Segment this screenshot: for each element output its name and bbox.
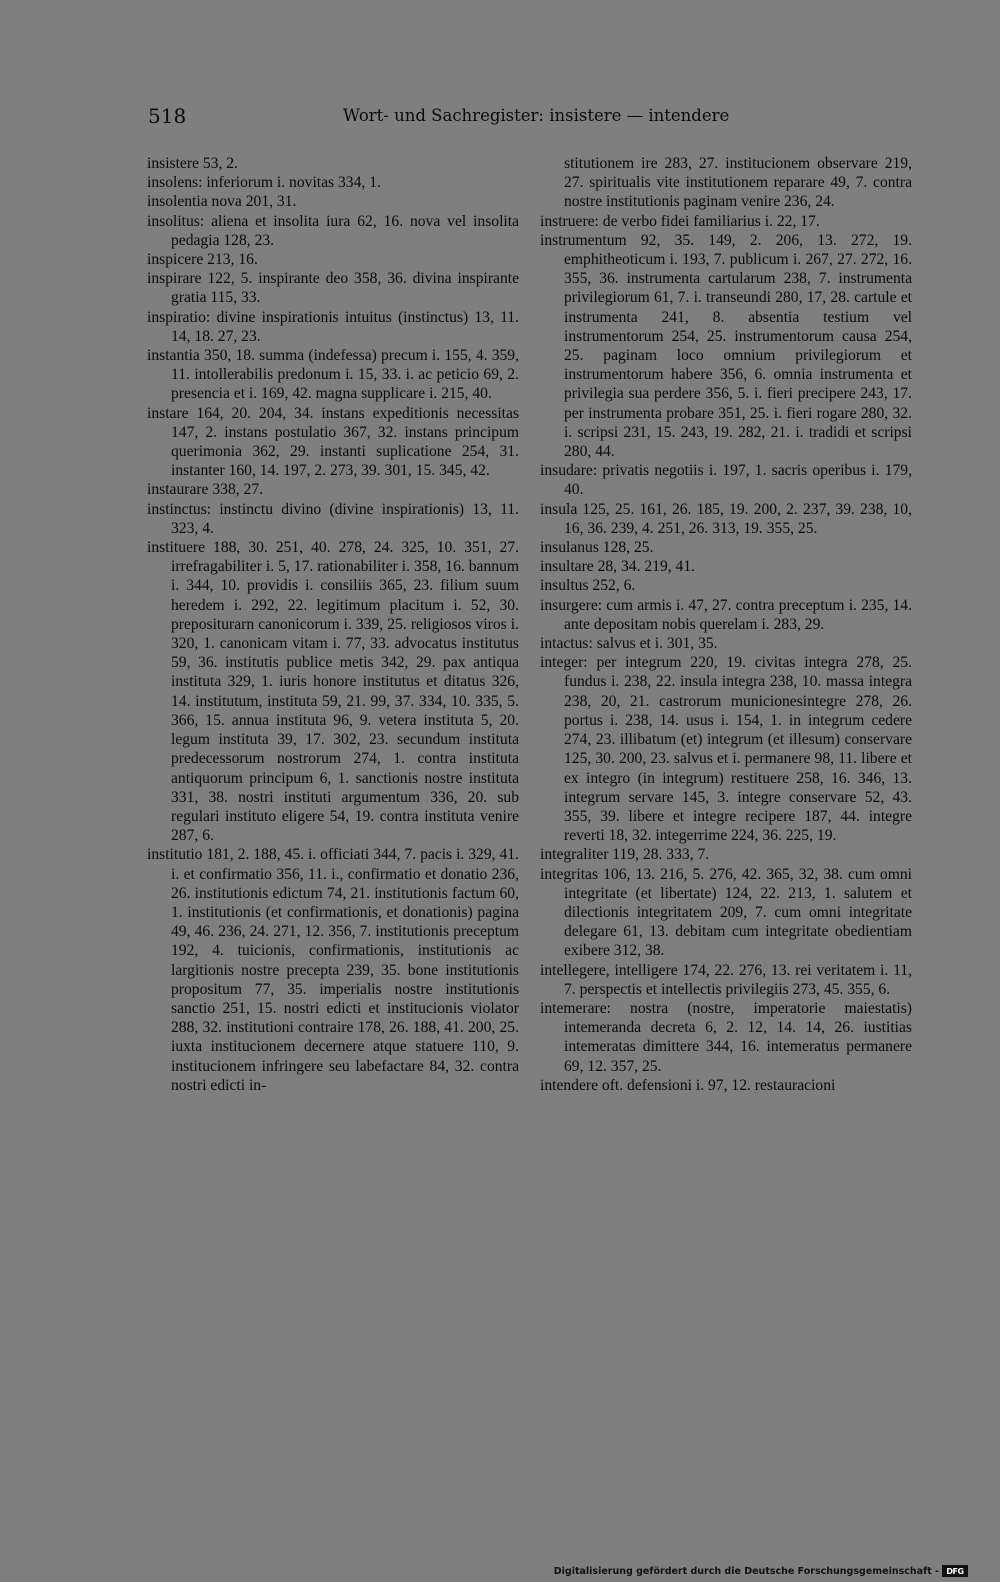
index-entry: insolitus: aliena et insolita iura 62, 16. nova vel insolita pedagia 128, 23. <box>147 212 519 249</box>
page-header <box>148 104 730 134</box>
index-entry: intendere oft. defensioni i. 97, 12. restauracioni <box>540 1076 836 1094</box>
index-entry: insulanus 128, 25. <box>540 539 654 557</box>
index-entry: integer: per integrum 220, 19. civitas integra 278, 25. fundus i. 238, 22. insula integra 238, 10. massa integra 238, 20, 21. castrorum municionesintegre 278, 26. portus i. 238, 14. usus i. 154, 1. in integrum cedere 274, 23. illibatum (et) integrum (et illesum) conservare 125, 30. 200, 23. salvus et i. permanere 98, 11. libere et ex integro (in integrum) restituere 258, 16. 346, 13. integrum servare 145, 3. integre conservare 52, 43. 355, 39. libere et integre recipere 187, 44. integre reverti 18, 32. integerrime 224, 36. 225, 19. <box>540 654 912 845</box>
index-entry: instantia 350, 18. summa (indefessa) precum i. 155, 4. 359, 11. intollerabilis predonum i. 15, 33. i. ac peticio 69, 2. presencia et i. 169, 42. magna supplicare i. 215, 40. <box>147 347 519 403</box>
digitization-credit <box>554 1564 968 1578</box>
right-column <box>540 154 912 1095</box>
index-entry: inspicere 213, 16. <box>147 251 258 269</box>
index-entry: insula 125, 25. 161, 26. 185, 19. 200, 2. 237, 39. 238, 10, 16, 36. 239, 4. 251, 26. 313, 19. 355, 25. <box>540 500 912 537</box>
index-entry-continued: stitutionem ire 283, 27. institucionem observare 219, 27. spiritualis vite institutionem reparare 49, 7. contra nostre institutionis paginam venire 236, 24. <box>564 155 912 211</box>
index-entry: insudare: privatis negotiis i. 197, 1. sacris operibus i. 179, 40. <box>540 462 912 499</box>
index-entry: integraliter 119, 28. 333, 7. <box>540 846 710 864</box>
index-entry: insurgere: cum armis i. 47, 27. contra preceptum i. 235, 14. ante depositam nobis querelam i. 283, 29. <box>540 596 912 633</box>
index-entry: instaurare 338, 27. <box>147 481 264 499</box>
index-entry: insultus 252, 6. <box>540 577 636 595</box>
index-entry: insultare 28, 34. 219, 41. <box>540 558 696 576</box>
index-entry: insistere 53, 2. <box>147 155 238 172</box>
index-entry: instituere 188, 30. 251, 40. 278, 24. 325, 10. 351, 27. irrefragabiliter i. 5, 17. rationabiliter i. 358, 16. bannum i. 344, 10. providis i. consiliis 365, 23. filium suum heredem i. 292, 22. legitimum placitum i. 52, 30. prepositurarn canonicorum i. 339, 25. religiosos viros i. 320, 1. canonicam vitam i. 77, 33. advocatus institutus 59, 36. institutis publice metis 342, 29. pax antiqua instituta 329, 1. iuris honore institutus et ditatus 326, 14. institutum, instituta 59, 21. 99, 37. 334, 10. 335, 5. 366, 15. annua instituta 96, 9. vetera instituta 5, 20. legum instituta 39, 17. 302, 23. secundum instituta predecessorum nostrorum 274, 1. contra instituta antiquorum principum 6, 1. sanctionis nostre instituta 331, 38. nostri instituti argumentum 336, 20. sub regulari instituto eligere 54, 19. contra instituta venire 287, 6. <box>147 539 519 845</box>
index-entry: inspiratio: divine inspirationis intuitus (instinctus) 13, 11. 14, 18. 27, 23. <box>147 308 519 345</box>
index-entry: instinctus: instinctu divino (divine inspirationis) 13, 11. 323, 4. <box>147 500 519 537</box>
index-entry: intemerare: nostra (nostre, imperatorie maiestatis) intemeranda decreta 6, 2. 12, 14. 14, 26. iustitias intemeratas dimittere 344, 16. intemeratus permanere 69, 12. 357, 25. <box>540 999 912 1075</box>
index-entry: institutio 181, 2. 188, 45. i. officiati 344, 7. pacis i. 329, 41. i. et confirmatio 356, 11. i., confirmatio et donatio 236, 26. institutionis edictum 74, 21. institutionis factum 60, 1. institutionis (et confirmationis, et donationis) pagina 49, 46. 236, 24. 271, 12. 356, 7. institutionis preceptum 192, 4. tuicionis, confirmationis, institutionis ac largitionis nostre precepta 239, 35. bone institutionis propositum 77, 35. imperialis nostre institutionis sanctio 251, 15. nostri edicti et institucionis violator 288, 32. institutioni contraire 178, 26. 188, 41. 200, 25. iuxta institucionem decernere atque statuere 110, 9. institucionem infringere seu labefactare 84, 32. contra nostri edicti in- <box>147 846 519 1094</box>
index-entry: integritas 106, 13. 216, 5. 276, 42. 365, 32, 38. cum omni integritate (et libertate) 124, 22. 213, 1. salutem et dilectionis integritatem 209, 7. cum omni integritate delegare 61, 13. debitam cum integritate obedientiam exibere 312, 38. <box>540 865 912 960</box>
index-entry: insolentia nova 201, 31. <box>147 193 297 211</box>
credit-text: Digitalisierung gefördert durch die Deutsche Forschungsgemeinschaft - <box>553 1565 939 1577</box>
page-number: 518 <box>148 104 187 128</box>
index-entry: instrumentum 92, 35. 149, 2. 206, 13. 272, 19. emphitheoticum i. 193, 7. publicum i. 267, 27. 272, 16. 355, 36. instrumenta cartularum 238, 7. instrumenta privilegiorum 61, 7. i. transeundi 280, 17, 28. cartule et instrumenta 241, 8. absentia testium vel instrumentorum 254, 25. instrumentorum causa 254, 25. paginam loco omnium privilegiorum et instrumentorum habere 356, 6. omnia instrumenta et privilegia sua perdere 356, 5. i. fieri precipere 243, 17. per instrumenta probare 351, 25. i. fieri rogare 280, 32. i. scripsi 231, 15. 243, 19. 282, 21. i. tradidi et scripsi 280, 44. <box>540 231 912 461</box>
index-entry: insolens: inferiorum i. novitas 334, 1. <box>147 174 381 192</box>
index-entry: intactus: salvus et i. 301, 35. <box>540 635 718 653</box>
index-entry: inspirare 122, 5. inspirante deo 358, 36. divina inspirante gratia 115, 33. <box>147 270 519 307</box>
running-title: Wort- und Sachregister: insistere — intendere <box>343 106 730 125</box>
dfg-logo: DFG <box>942 1565 968 1577</box>
index-entry: intellegere, intelligere 174, 22. 276, 13. rei veritatem i. 11, 7. perspectis et intellectis privilegiis 273, 45. 355, 6. <box>540 961 912 998</box>
left-column <box>147 154 519 1095</box>
index-entry: instare 164, 20. 204, 34. instans expeditionis necessitas 147, 2. instans postulatio 367, 32. instans principum querimonia 362, 29. instanti suplicatione 254, 31. instanter 160, 14. 197, 2. 273, 39. 301, 15. 345, 42. <box>147 404 519 480</box>
index-entry: instruere: de verbo fidei familiarius i. 22, 17. <box>540 212 820 230</box>
